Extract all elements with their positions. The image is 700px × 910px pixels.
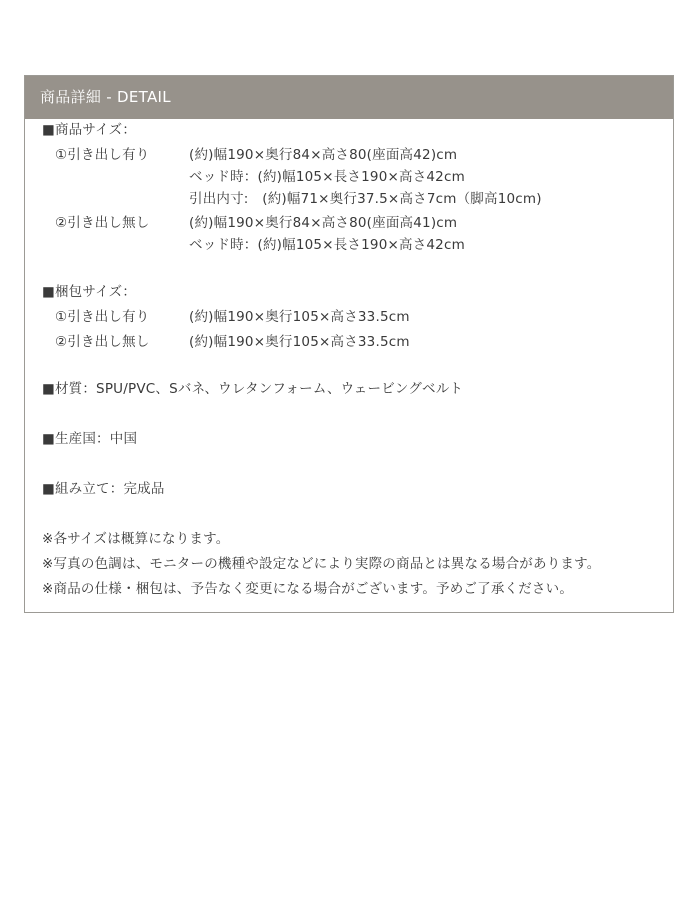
package-size-without-drawer-label: ②引き出し無し	[55, 334, 150, 350]
product-size-with-drawer-line-3: 引出内寸: (約)幅71×奥行37.5×高さ7cm（脚高10cm)	[189, 191, 542, 207]
package-size-with-drawer-value: (約)幅190×奥行105×高さ33.5cm	[189, 309, 410, 325]
product-size-heading: ■商品サイズ：	[42, 122, 137, 138]
assembly-line: ■組み立て：完成品	[42, 481, 165, 497]
product-size-with-drawer-label: ①引き出し有り	[55, 147, 150, 163]
detail-header	[25, 76, 673, 119]
detail-title: 商品詳細 - DETAIL	[40, 88, 171, 106]
note-photo-color: ※写真の色調は、モニターの機種や設定などにより実際の商品とは異なる場合があります。	[42, 556, 601, 572]
package-size-without-drawer-value: (約)幅190×奥行105×高さ33.5cm	[189, 334, 410, 350]
note-approximate-size: ※各サイズは概算になります。	[42, 531, 230, 547]
package-size-with-drawer-label: ①引き出し有り	[55, 309, 150, 325]
origin-line: ■生産国：中国	[42, 431, 138, 447]
package-size-heading: ■梱包サイズ：	[42, 284, 137, 300]
product-size-without-drawer-line-1: (約)幅190×奥行84×高さ80(座面高41)cm	[189, 215, 458, 231]
product-size-with-drawer-line-1: (約)幅190×奥行84×高さ80(座面高42)cm	[189, 147, 458, 163]
product-size-without-drawer-line-2: ベッド時：(約)幅105×長さ190×高さ42cm	[189, 237, 465, 253]
note-spec-change: ※商品の仕様・梱包は、予告なく変更になる場合がございます。予めご了承ください。	[42, 581, 574, 597]
product-size-without-drawer-label: ②引き出し無し	[55, 215, 150, 231]
product-detail-panel	[24, 75, 674, 613]
product-size-with-drawer-line-2: ベッド時：(約)幅105×長さ190×高さ42cm	[189, 169, 465, 185]
material-line: ■材質：SPU/PVC、Sバネ、ウレタンフォーム、ウェービングベルト	[42, 381, 464, 397]
